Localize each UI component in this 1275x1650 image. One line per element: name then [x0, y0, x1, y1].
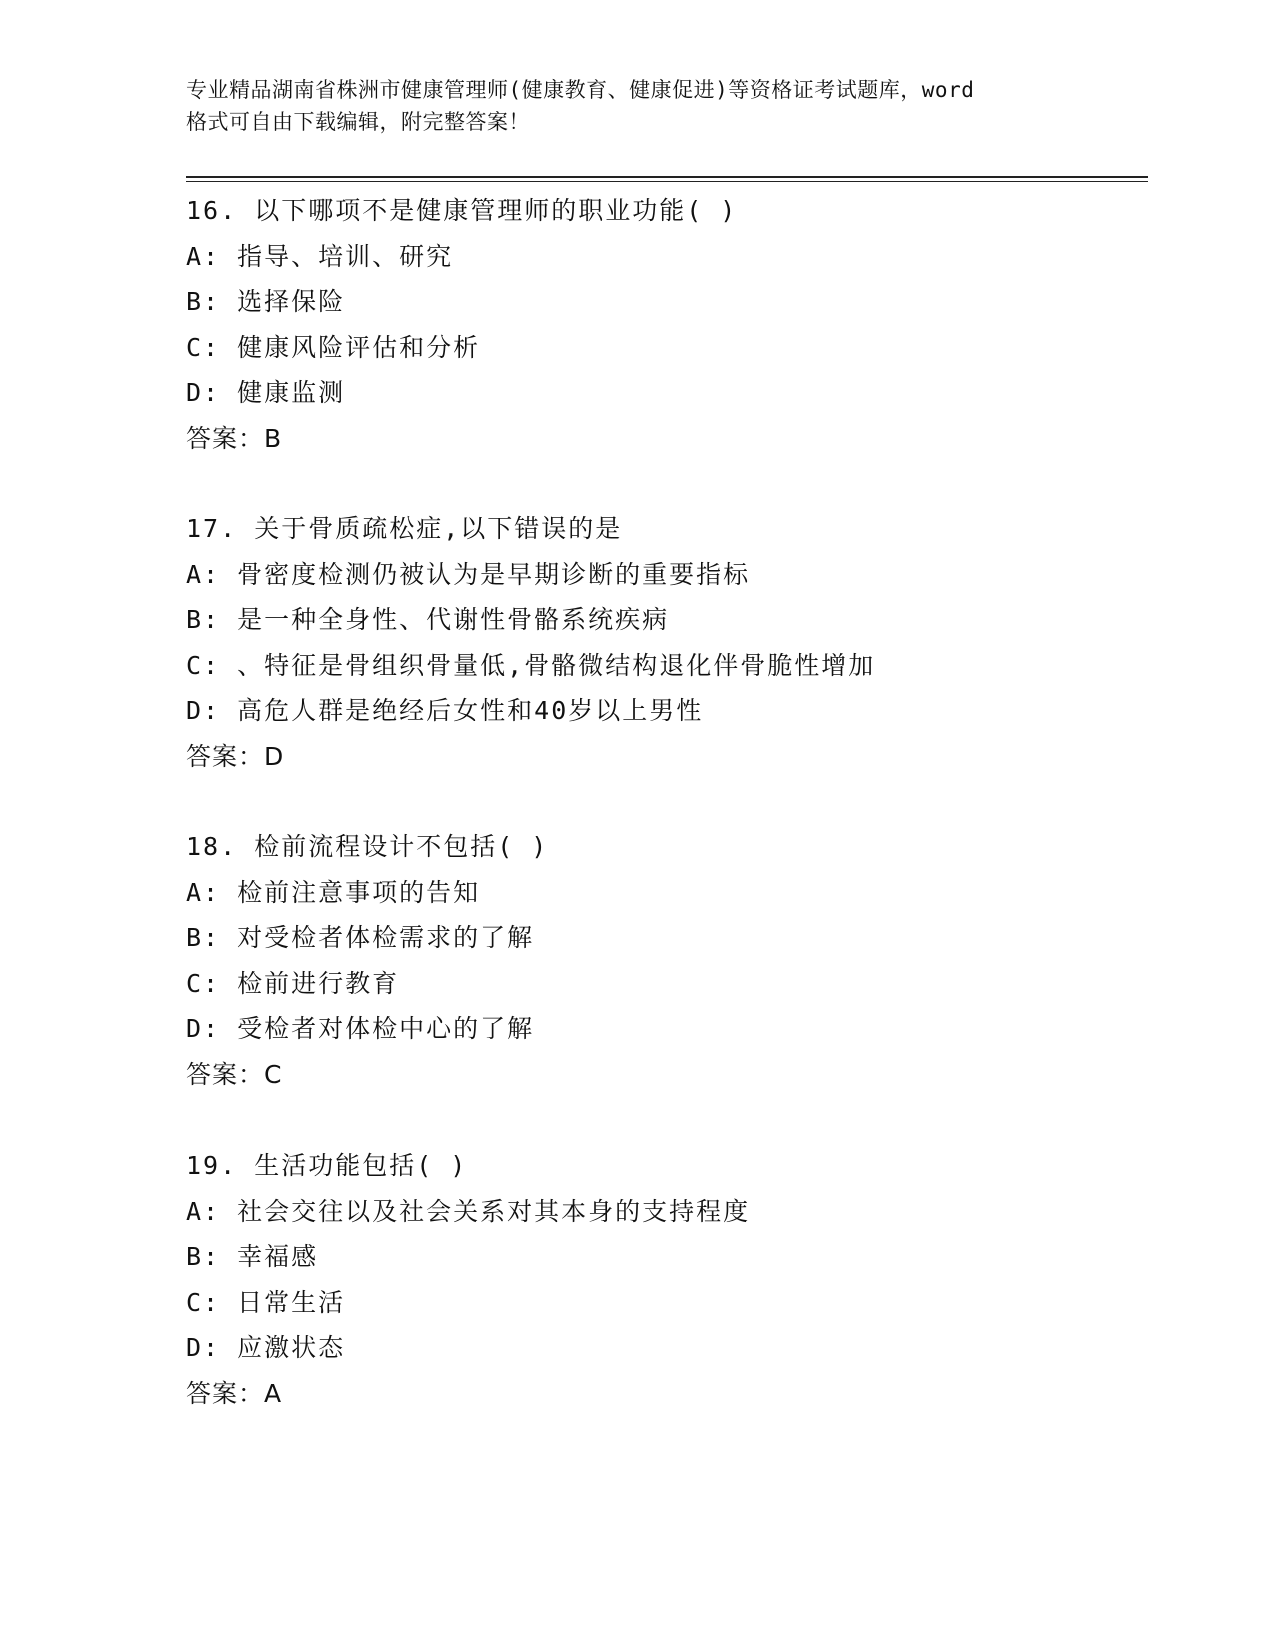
answer-line: 答案：D	[186, 741, 285, 771]
header-line-1: 专业精品湖南省株洲市健康管理师(健康教育、健康促进)等资格证考试题库，word	[186, 78, 975, 102]
header-line-2: 格式可自由下载编辑，附完整答案！	[186, 110, 530, 134]
option-b: B: 对受检者体检需求的了解	[186, 923, 535, 953]
header-divider-thin	[186, 181, 1148, 182]
option-d: D: 高危人群是绝经后女性和40岁以上男性	[186, 696, 704, 726]
question-stem: 19. 生活功能包括( )	[186, 1151, 468, 1180]
answer-line: 答案：C	[186, 1059, 283, 1089]
question-stem: 18. 检前流程设计不包括( )	[186, 832, 549, 861]
answer-line: 答案：B	[186, 423, 283, 453]
option-c: C: 健康风险评估和分析	[186, 332, 481, 362]
option-b: B: 是一种全身性、代谢性骨骼系统疾病	[186, 605, 670, 635]
option-b: B: 幸福感	[186, 1242, 319, 1272]
answer-line: 答案：A	[186, 1378, 283, 1408]
question-stem: 17. 关于骨质疏松症,以下错误的是	[186, 514, 623, 543]
question-18	[186, 824, 1146, 1098]
header-divider	[186, 176, 1148, 178]
option-d: D: 受检者对体检中心的了解	[186, 1014, 535, 1044]
question-stem: 16. 以下哪项不是健康管理师的职业功能( )	[186, 196, 738, 225]
option-d: D: 应激状态	[186, 1333, 346, 1363]
option-b: B: 选择保险	[186, 287, 346, 317]
question-19	[186, 1143, 1146, 1417]
option-a: A: 社会交往以及社会关系对其本身的支持程度	[186, 1196, 751, 1226]
option-d: D: 健康监测	[186, 378, 346, 408]
option-a: A: 检前注意事项的告知	[186, 877, 481, 907]
option-c: C: 、特征是骨组织骨量低,骨骼微结构退化伴骨脆性增加	[186, 650, 876, 680]
option-a: A: 骨密度检测仍被认为是早期诊断的重要指标	[186, 559, 751, 589]
option-a: A: 指导、培训、研究	[186, 241, 454, 271]
question-16	[186, 188, 1146, 462]
page-header	[186, 74, 1086, 138]
option-c: C: 日常生活	[186, 1287, 346, 1317]
question-17	[186, 506, 1146, 780]
option-c: C: 检前进行教育	[186, 968, 400, 998]
